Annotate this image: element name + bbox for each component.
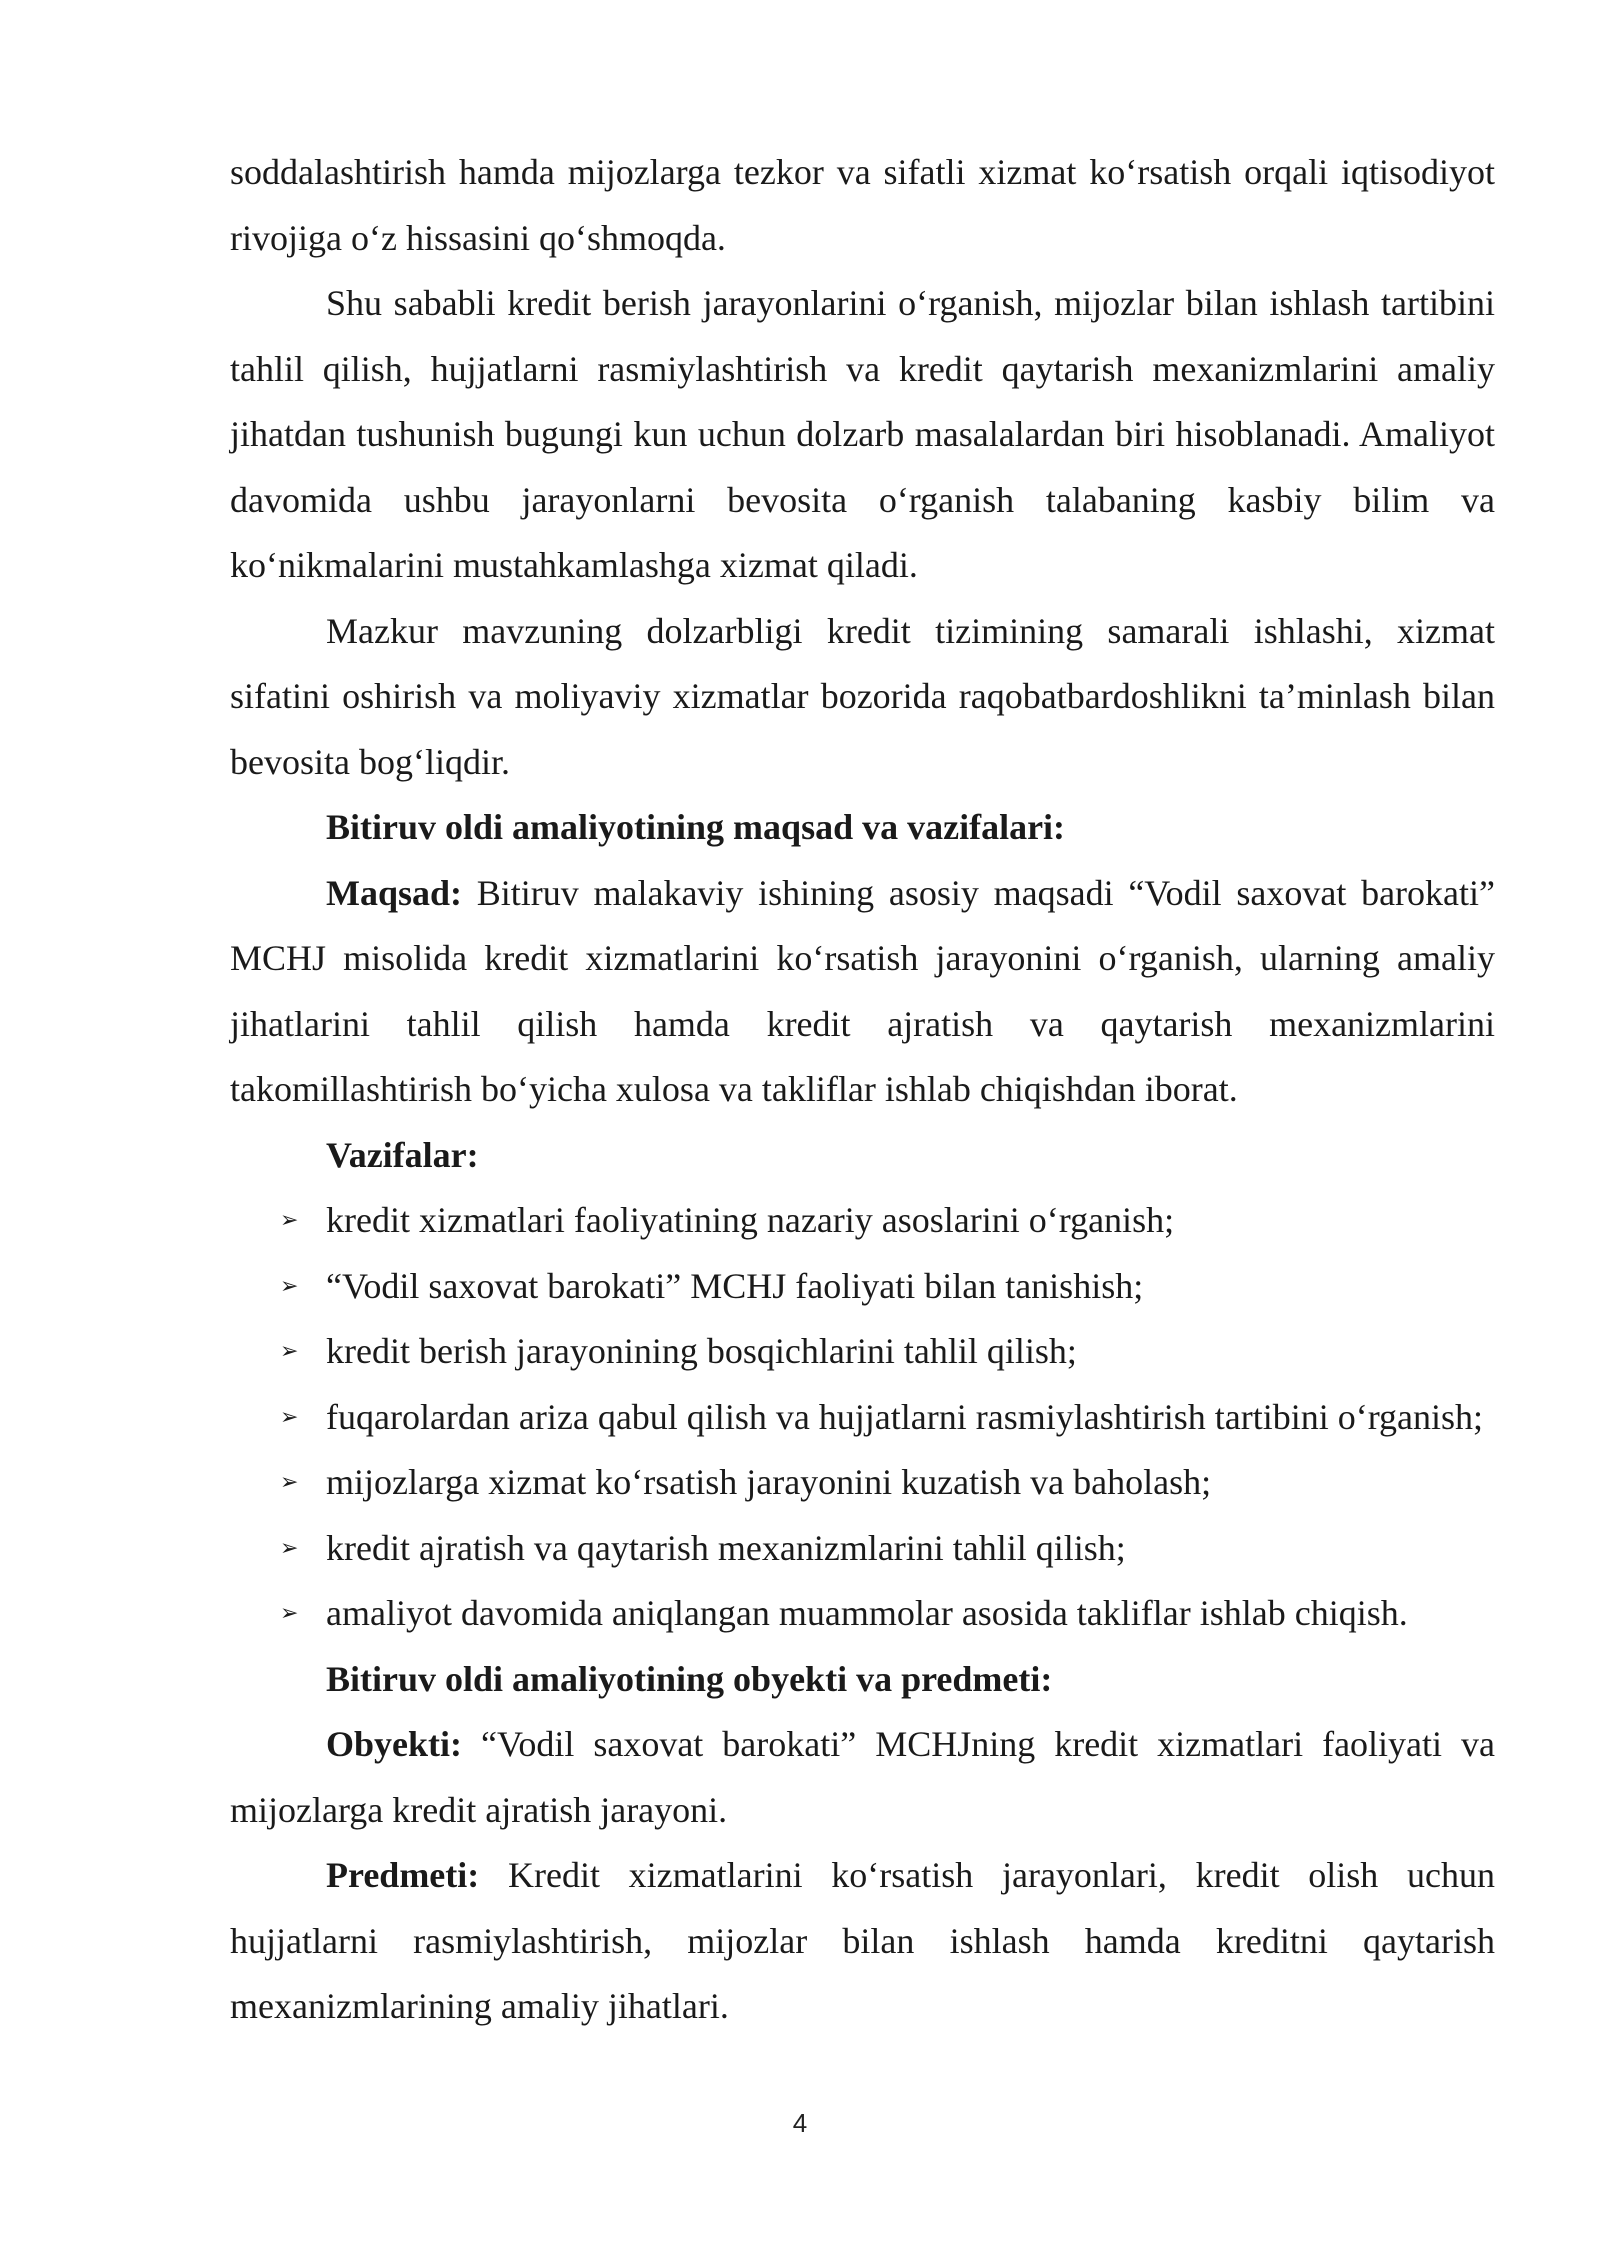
paragraph-continuation: soddalashtirish hamda mijozlarga tezkor va sifatli xizmat ko‘rsatish orqali iqtisodiyot rivojiga o‘z hissasini qo‘shmoqda. <box>230 152 1495 258</box>
list-item-text: kredit xizmatlari faoliyatining nazariy asoslarini o‘rganish; <box>326 1200 1175 1240</box>
goal-label: Maqsad: <box>326 872 463 913</box>
object-text: “Vodil saxovat barokati” MCHJning kredit xizmatlari faoliyati va mijozlarga kredit ajratish jarayoni. <box>230 1724 1495 1830</box>
list-item-text: “Vodil saxovat barokati” MCHJ faoliyati bilan tanishish; <box>326 1265 1144 1306</box>
list-item-text: kredit berish jarayonining bosqichlarini tahlil qilish; <box>326 1331 1077 1371</box>
list-item <box>230 1385 1495 1451</box>
list-item-text: mijozlarga xizmat ko‘rsatish jarayonini kuzatish va baholash; <box>326 1462 1212 1502</box>
arrowhead-bullet-icon: ➢ <box>280 1535 299 1561</box>
arrowhead-bullet-icon: ➢ <box>280 1273 299 1299</box>
list-item-text: amaliyot davomida aniqlangan muammolar asosida takliflar ishlab chiqish. <box>326 1593 1408 1633</box>
paragraph-relevance-reasons: Shu sababli kredit berish jarayonlarini o‘rganish, mijozlar bilan ishlash tartibini tahlil qilish, hujjatlarni rasmiylashtirish va kredit qaytarish mexanizmlarini amaliy jihatdan tushunish bugungi kun uchun dolzarb masalalardan biri hisoblanadi. Amaliyot davomida ushbu jarayonlarni bevosita o‘rganish talabaning kasbiy bilim va ko‘nikmalarini mustahkamlashga xizmat qiladi. <box>230 283 1495 585</box>
goal-text: Bitiruv malakaviy ishining asosiy maqsadi “Vodil saxovat barokati” MCHJ misolida kredit xizmatlarini ko‘rsatish jarayonini o‘rganish, ularning amaliy jihatlarini tahlil qilish hamda kredit ajratish va qaytarish mexanizmlarini takomillashtirish bo‘yicha xulosa va takliflar ishlab chiqishdan iborat. <box>230 872 1495 1109</box>
subject-label: Predmeti: <box>326 1855 480 1895</box>
list-item <box>230 1319 1495 1385</box>
arrowhead-bullet-icon: ➢ <box>280 1404 299 1430</box>
paragraph-relevance-summary: Mazkur mavzuning dolzarbligi kredit tizimining samarali ishlashi, xizmat sifatini oshirish va moliyaviy xizmatlar bozorida raqobatbardoshlikni ta’minlash bilan bevosita bog‘liqdir. <box>230 610 1495 782</box>
section-heading-goals: Bitiruv oldi amaliyotining maqsad va vazifalari: <box>326 807 1066 847</box>
list-item <box>230 1254 1495 1320</box>
paragraph-goal <box>230 861 1495 1123</box>
list-item <box>230 1516 1495 1582</box>
document-page-body <box>230 140 1495 2040</box>
arrowhead-bullet-icon: ➢ <box>280 1339 299 1364</box>
arrowhead-bullet-icon: ➢ <box>280 1470 299 1495</box>
list-item-text: fuqarolardan ariza qabul qilish va hujjatlarni rasmiylashtirish tartibini o‘rganish; <box>326 1396 1484 1437</box>
list-item <box>230 1188 1495 1254</box>
list-item <box>230 1450 1495 1516</box>
list-item-text: kredit ajratish va qaytarish mexanizmlarini tahlil qilish; <box>326 1527 1126 1568</box>
paragraph-subject <box>230 1843 1495 2040</box>
object-label: Obyekti: <box>326 1724 463 1764</box>
arrowhead-bullet-icon: ➢ <box>280 1601 299 1626</box>
subject-text: Kredit xizmatlarini ko‘rsatish jarayonlari, kredit olish uchun hujjatlarni rasmiylashtirish, mijozlar bilan ishlash hamda kreditni qaytarish mexanizmlarining amaliy jihatlari. <box>230 1855 1495 2026</box>
arrowhead-bullet-icon: ➢ <box>280 1208 299 1233</box>
page-number: 4 <box>792 2108 808 2138</box>
section-heading-object-subject: Bitiruv oldi amaliyotining obyekti va predmeti: <box>326 1658 1053 1699</box>
tasks-list <box>230 1188 1495 1647</box>
paragraph-object <box>230 1712 1495 1843</box>
list-item <box>230 1581 1495 1647</box>
tasks-heading: Vazifalar: <box>326 1134 479 1175</box>
